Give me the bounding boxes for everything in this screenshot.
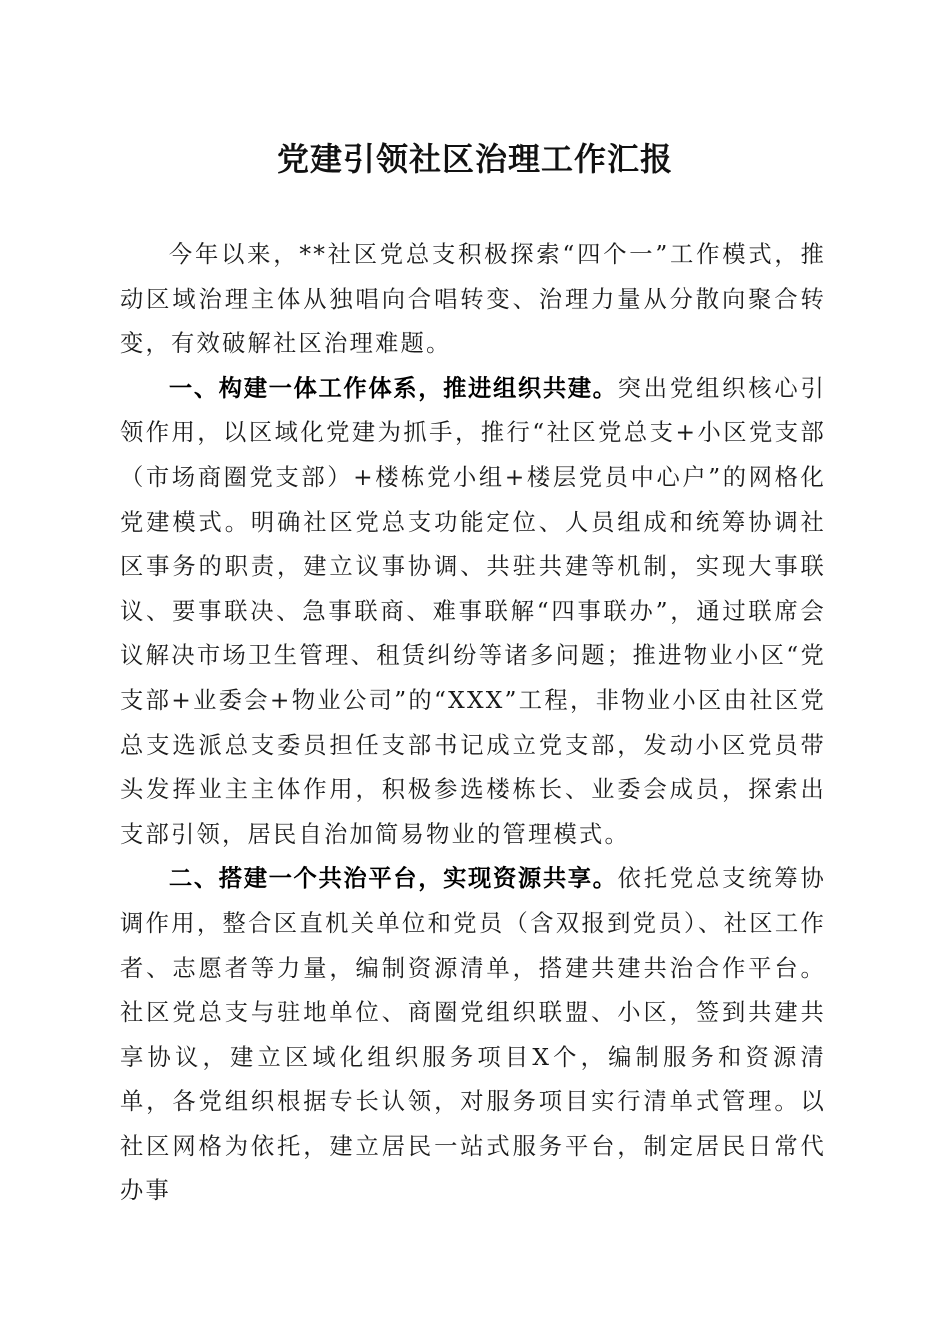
section-heading-2: 二、搭建一个共治平台，实现资源共享。 [168, 865, 618, 893]
section-heading-1: 一、构建一体工作体系，推进组织共建。 [168, 374, 618, 402]
page-title: 党建引领社区治理工作汇报 [276, 140, 673, 178]
section-text-2: 依托党总支统筹协调作用，整合区直机关单位和党员（含双报到党员）、社区工作者、志愿者等力量，编制资源清单，搭建共建共治合作平台。社区党总支与驻地单位、商圈党组织联盟、小区，签到共建共享协议，建立区域化组织服务项目X个，编制服务和资源清单，各党组织根据专长认领，对服务项目实行清单式管理。以社区网格为依托，建立居民一站式服务平台，制定居民日常代办事 [120, 865, 826, 1205]
document-body [120, 233, 826, 1214]
section-paragraph-2 [120, 857, 826, 1214]
section-paragraph-1 [120, 367, 826, 858]
intro-paragraph: 今年以来，**社区党总支积极探索“四个一”工作模式，推动区域治理主体从独唱向合唱转变、治理力量从分散向聚合转变，有效破解社区治理难题。 [120, 241, 826, 358]
section-text-1: 突出党组织核心引领作用，以区域化党建为抓手，推行“社区党总支+小区党支部（市场商圈党支部）+楼栋党小组+楼层党员中心户”的网格化党建模式。明确社区党总支功能定位、人员组成和统筹协调社区事务的职责，建立议事协调、共驻共建等机制，实现大事联议、要事联决、急事联商、难事联解“四事联办”，通过联席会议解决市场卫生管理、租赁纠纷等诸多问题；推进物业小区“党支部+业委会+物业公司”的“XXX”工程，非物业小区由社区党总支选派总支委员担任支部书记成立党支部，发动小区党员带头发挥业主主体作用，积极参选楼栋长、业委会成员，探索出支部引领，居民自治加简易物业的管理模式。 [120, 374, 826, 848]
